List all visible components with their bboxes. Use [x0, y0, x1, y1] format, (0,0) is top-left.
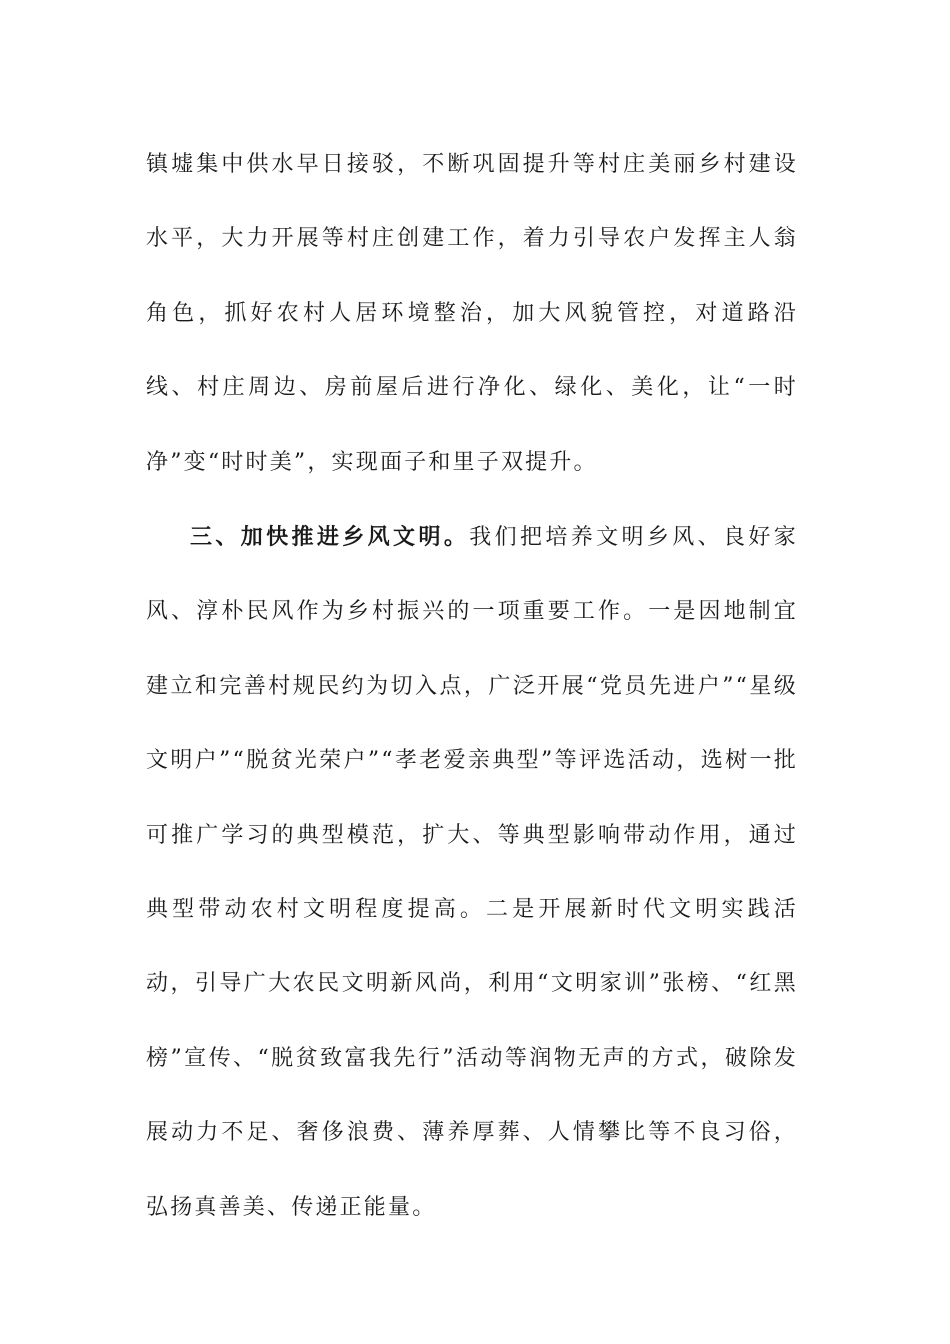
paragraph-text: 镇墟集中供水早日接驳，不断巩固提升等村庄美丽乡村建设水平，大力开展等村庄创建工作，着力引导农户发挥主人翁角色，抓好农村人居环境整治，加大风貌管控，对道路沿线、村庄周边、房前屋后进行净化、绿化、美化，让“一时净”变“时时美”，实现面子和里子双提升。 — [146, 152, 798, 475]
paragraph-rural-civilization — [146, 500, 798, 1245]
paragraph-village-environment — [146, 128, 798, 500]
section-heading: 三、加快推进乡风文明。 — [190, 524, 470, 551]
document-body — [146, 128, 798, 1245]
section-body-text: 我们把培养文明乡风、良好家风、淳朴民风作为乡村振兴的一项重要工作。一是因地制宜建立和完善村规民约为切入点，广泛开展“党员先进户”“星级文明户”“脱贫光荣户”“孝老爱亲典型”等评选活动，选树一批可推广学习的典型模范，扩大、等典型影响带动作用，通过典型带动农村文明程度提高。二是开展新时代文明实践活动，引导广大农民文明新风尚，利用“文明家训”张榜、“红黑榜”宣传、“脱贫致富我先行”活动等润物无声的方式，破除发展动力不足、奢侈浪费、薄养厚葬、人情攀比等不良习俗，弘扬真善美、传递正能量。 — [146, 525, 799, 1220]
